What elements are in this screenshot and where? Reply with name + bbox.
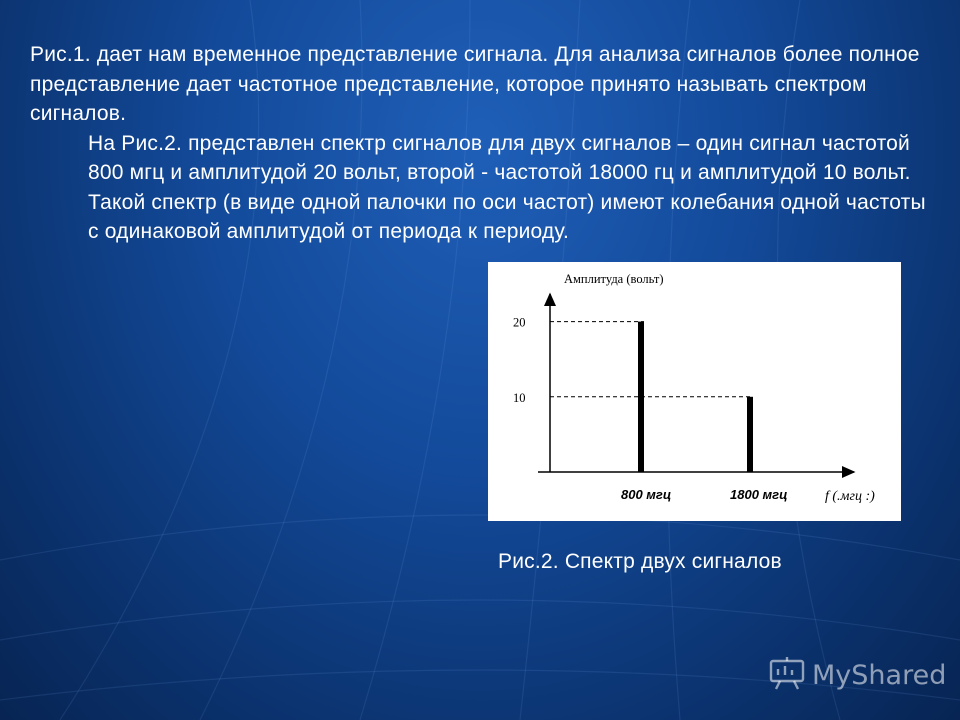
slide-text — [30, 40, 930, 247]
site-logo — [768, 655, 946, 695]
paragraph-1: Рис.1. дает нам временное представление сигнала. Для анализа сигналов более полное представление дает частотное представление, которое принято называть спектром сигналов. — [30, 43, 920, 125]
y-axis-label: Амплитуда (вольт) — [564, 272, 664, 286]
y-tick-label-10: 10 — [513, 390, 526, 405]
x-tick-label-2: 1800 мгц — [730, 487, 788, 502]
spectrum-chart-svg — [488, 262, 901, 521]
x-tick-label-1: 800 мгц — [621, 487, 672, 502]
bar-2 — [747, 397, 753, 472]
spectrum-chart — [488, 262, 901, 521]
figure-caption: Рис.2. Спектр двух сигналов — [498, 550, 782, 573]
presentation-board-icon — [768, 655, 806, 696]
y-tick-label-20: 20 — [513, 315, 526, 330]
paragraph-2: На Рис.2. представлен спектр сигналов для двух сигналов – один сигнал частотой 800 мгц и амплитудой 20 вольт, второй - частотой 18000 гц и амплитудой 10 вольт. Такой спектр (в виде одной палочки по оси частот) имеют колебания одной частоты с одинаковой амплитудой от периода к периоду. — [88, 131, 926, 243]
logo-text: MyShared — [812, 659, 947, 691]
x-axis-label: f (.мгц :) — [825, 489, 875, 504]
